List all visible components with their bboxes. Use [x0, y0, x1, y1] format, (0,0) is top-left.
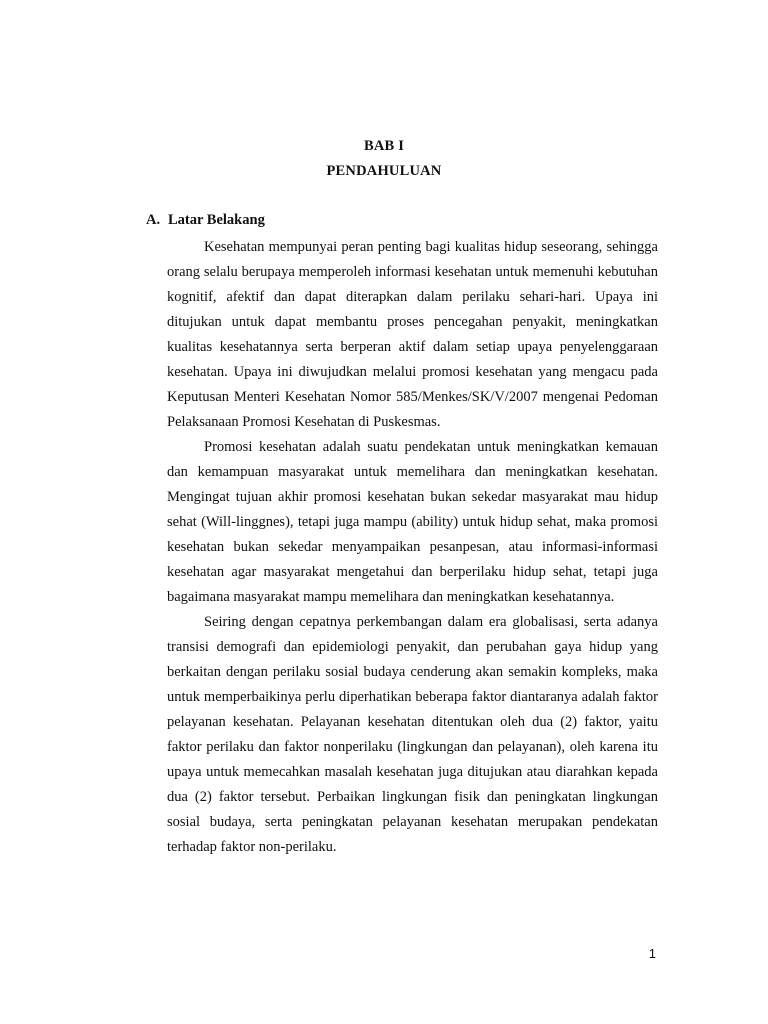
section-heading-text: Latar Belakang: [168, 212, 265, 228]
section-marker: A.: [146, 212, 161, 228]
paragraph: Seiring dengan cepatnya perkembangan dalam era globalisasi, serta adanya transisi demografi dan epidemiologi penyakit, dan perubahan gaya hidup yang berkaitan dengan perilaku sosial budaya cenderung akan semakin kompleks, maka untuk memperbaikinya perlu diperhatikan beberapa faktor diantaranya adalah faktor pelayanan kesehatan. Pelayanan kesehatan ditentukan oleh dua (2) faktor, yaitu faktor perilaku dan faktor nonperilaku (lingkungan dan pelayanan), oleh karena itu upaya untuk memecahkan masalah kesehatan juga ditujukan atau diarahkan kepada dua (2) faktor tersebut. Perbaikan lingkungan fisik dan peningkatan lingkungan sosial budaya, serta peningkatan pelayanan kesehatan merupakan pendekatan terhadap faktor non-perilaku.: [167, 614, 658, 855]
chapter-title: PENDAHULUAN: [326, 163, 442, 179]
paragraph: Kesehatan mempunyai peran penting bagi kualitas hidup seseorang, sehingga orang selalu berupaya memperoleh informasi kesehatan untuk memenuhi kebutuhan kognitif, afektif dan dapat diterapkan dalam perilaku sehari-hari. Upaya ini ditujukan untuk dapat membantu proses pencegahan penyakit, meningkatkan kualitas kesehatannya serta berperan aktif dalam setiap upaya penyelenggaraan kesehatan. Upaya ini diwujudkan melalui promosi kesehatan yang mengacu pada Keputusan Menteri Kesehatan Nomor 585/Menkes/SK/V/2007 mengenai Pedoman Pelaksanaan Promosi Kesehatan di Puskesmas.: [167, 239, 658, 430]
page-number: 1: [648, 946, 656, 961]
section-heading: [146, 212, 265, 229]
body-text: [167, 235, 658, 860]
chapter-label: BAB I: [363, 138, 405, 154]
paragraph: Promosi kesehatan adalah suatu pendekatan untuk meningkatkan kemauan dan kemampuan masyarakat untuk memelihara dan meningkatkan kesehatan. Mengingat tujuan akhir promosi kesehatan bukan sekedar masyarakat mau hidup sehat (Will-linggnes), tetapi juga mampu (ability) untuk hidup sehat, maka promosi kesehatan bukan sekedar menyampaikan pesanpesan, atau informasi-informasi kesehatan agar masyarakat mengetahui dan berperilaku hidup sehat, tetapi juga bagaimana masyarakat mampu memelihara dan meningkatkan kesehatannya.: [167, 439, 658, 605]
